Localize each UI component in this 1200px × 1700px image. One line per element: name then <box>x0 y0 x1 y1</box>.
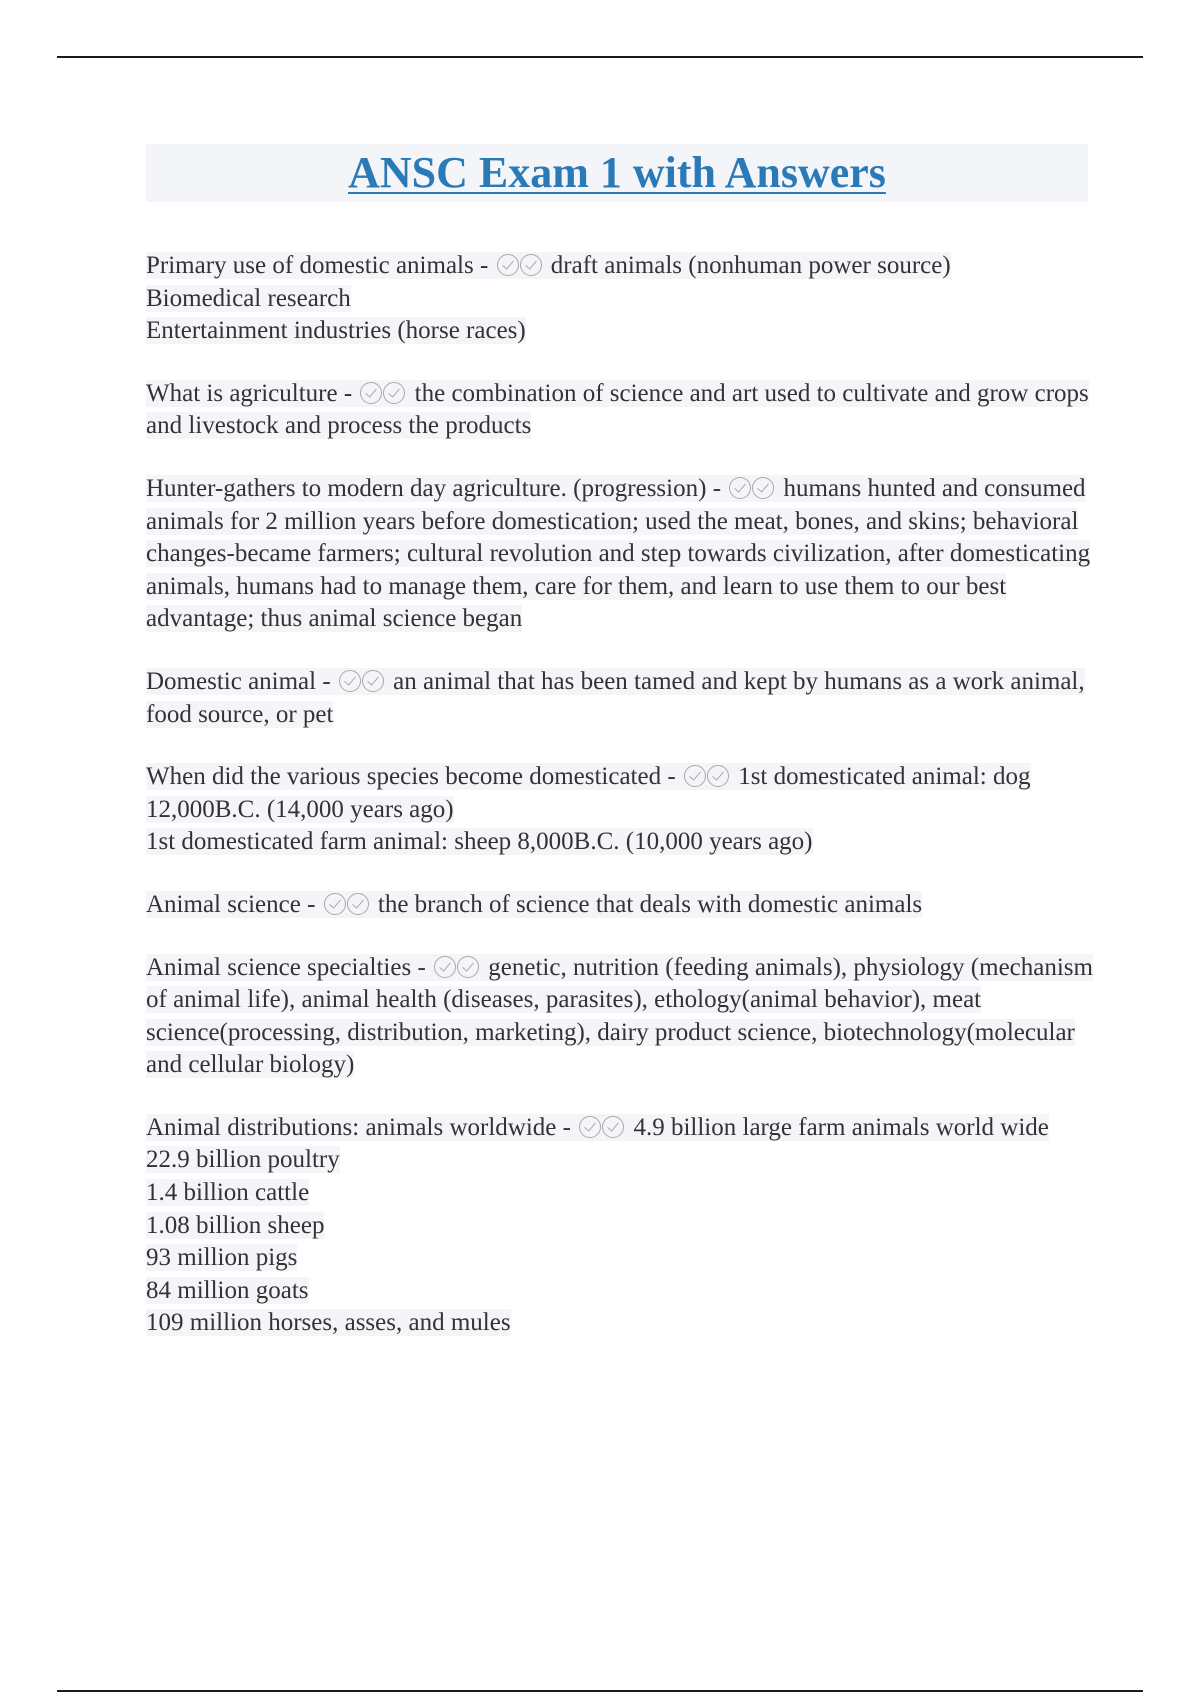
question-text: Animal science <box>146 890 301 918</box>
answer-text: the branch of science that deals with domestic animals <box>377 890 923 918</box>
highlight <box>146 475 1090 632</box>
qa-first-line <box>146 666 1106 731</box>
answer-text: draft animals (nonhuman power source) <box>550 252 951 279</box>
highlight <box>146 380 1089 440</box>
check-circle-icon <box>752 477 774 499</box>
qa-entry <box>146 952 1106 1082</box>
answer-line <box>146 1275 1106 1308</box>
answer-text: 22.9 billion poultry <box>146 1146 340 1174</box>
check-circle-icon <box>360 382 382 404</box>
highlight <box>146 285 351 312</box>
check-circle-icon <box>684 765 706 787</box>
highlight <box>146 668 1085 728</box>
answer-marker <box>579 1112 625 1145</box>
highlight <box>146 828 813 855</box>
answer-text: an animal that has been tamed and kept by humans as a work animal, food source, or pet <box>146 667 1085 728</box>
answer-line <box>146 1210 1106 1243</box>
separator: - <box>661 763 682 791</box>
separator: - <box>300 890 322 918</box>
check-circle-icon <box>383 382 405 404</box>
answer-line <box>146 1307 1106 1340</box>
separator: - <box>706 474 728 502</box>
separator: - <box>411 953 433 981</box>
check-circle-icon <box>579 1116 601 1138</box>
answer-text: 93 million pigs <box>146 1244 298 1272</box>
qa-entry <box>146 761 1106 859</box>
answer-text: genetic, nutrition (feeding animals), physiology (mechanism of animal life), animal health (diseases, parasites), ethology(animal behavior), meat science(processing, distribution, marketing), dairy product science, biotechnology(molecular and cellular biology) <box>146 953 1093 1079</box>
page-title: ANSC Exam 1 with Answers <box>348 148 886 197</box>
check-circle-icon <box>707 765 729 787</box>
qa-entry <box>146 250 1106 348</box>
check-circle-icon <box>339 670 361 692</box>
title-band <box>146 144 1088 202</box>
qa-first-line <box>146 889 1106 922</box>
answer-line <box>146 1242 1106 1275</box>
check-circle-icon <box>457 956 479 978</box>
check-circle-icon <box>520 254 542 276</box>
question-text: Hunter-gathers to modern day agriculture. (progression) <box>146 474 707 502</box>
answer-line <box>146 283 1106 316</box>
answer-line <box>146 1144 1106 1177</box>
answer-marker <box>729 473 775 506</box>
answer-marker <box>497 250 543 283</box>
answer-text: 109 million horses, asses, and mules <box>146 1309 511 1337</box>
answer-line <box>146 1177 1106 1210</box>
question-text: Animal distributions: animals worldwide <box>146 1113 557 1141</box>
highlight <box>146 891 922 918</box>
question-text: Animal science specialties <box>146 953 412 981</box>
check-circle-icon <box>362 670 384 692</box>
answer-text: 4.9 billion large farm animals world wide <box>633 1113 1049 1141</box>
qa-entry <box>146 666 1106 731</box>
highlight <box>146 1309 511 1336</box>
check-circle-icon <box>324 893 346 915</box>
answer-text: 84 million goats <box>146 1276 309 1304</box>
qa-entry <box>146 1112 1106 1340</box>
header-rule <box>57 56 1143 58</box>
qa-entry <box>146 889 1106 922</box>
highlight <box>146 252 951 279</box>
highlight <box>146 1277 309 1304</box>
answer-text: the combination of science and art used to cultivate and grow crops and livestock and process the products <box>146 379 1089 440</box>
separator: - <box>316 667 337 695</box>
highlight <box>146 1146 340 1173</box>
answer-text: Entertainment industries (horse races) <box>146 317 526 345</box>
qa-first-line <box>146 1112 1106 1145</box>
qa-first-line <box>146 473 1106 636</box>
answer-line <box>146 826 1106 859</box>
answer-marker <box>434 952 480 985</box>
highlight <box>146 763 1031 823</box>
qa-entry <box>146 378 1106 443</box>
answer-line <box>146 315 1106 348</box>
qa-list <box>146 250 1106 1370</box>
qa-first-line <box>146 250 1106 283</box>
qa-first-line <box>146 952 1106 1082</box>
check-circle-icon <box>347 893 369 915</box>
qa-first-line <box>146 378 1106 443</box>
separator: - <box>337 379 359 407</box>
answer-text: 1st domesticated farm animal: sheep 8,000B.C. (10,000 years ago) <box>146 828 813 856</box>
answer-text: Biomedical research <box>146 284 351 312</box>
footer-rule <box>57 1690 1143 1692</box>
qa-entry <box>146 473 1106 636</box>
answer-text: 1.4 billion cattle <box>146 1179 310 1207</box>
highlight <box>146 1212 324 1239</box>
answer-text: 1st domesticated animal: dog 12,000B.C. (14,000 years ago) <box>146 763 1031 823</box>
separator: - <box>473 252 495 279</box>
question-text: Domestic animal <box>146 667 317 695</box>
check-circle-icon <box>497 254 519 276</box>
answer-marker <box>324 889 370 922</box>
question-text: When did the various species become domesticated <box>146 763 662 791</box>
highlight <box>146 1114 1049 1141</box>
answer-marker <box>360 378 406 411</box>
highlight <box>146 1244 297 1271</box>
check-circle-icon <box>602 1116 624 1138</box>
answer-marker <box>684 761 730 794</box>
highlight <box>146 1179 309 1206</box>
question-text: What is agriculture <box>146 379 338 407</box>
highlight <box>146 317 526 344</box>
answer-marker <box>339 666 385 699</box>
check-circle-icon <box>729 477 751 499</box>
highlight <box>146 954 1093 1079</box>
separator: - <box>556 1113 578 1141</box>
check-circle-icon <box>434 956 456 978</box>
answer-text: 1.08 billion sheep <box>146 1211 325 1239</box>
answer-text: humans hunted and consumed animals for 2 million years before domestication; used the meat, bones, and skins; behavioral changes-became farmers; cultural revolution and step towards civilization, after domesticating animals, humans had to manage them, care for them, and learn to use them to our best advantage; thus animal science began <box>146 474 1091 633</box>
qa-first-line <box>146 761 1106 826</box>
question-text: Primary use of domestic animals <box>146 252 474 279</box>
